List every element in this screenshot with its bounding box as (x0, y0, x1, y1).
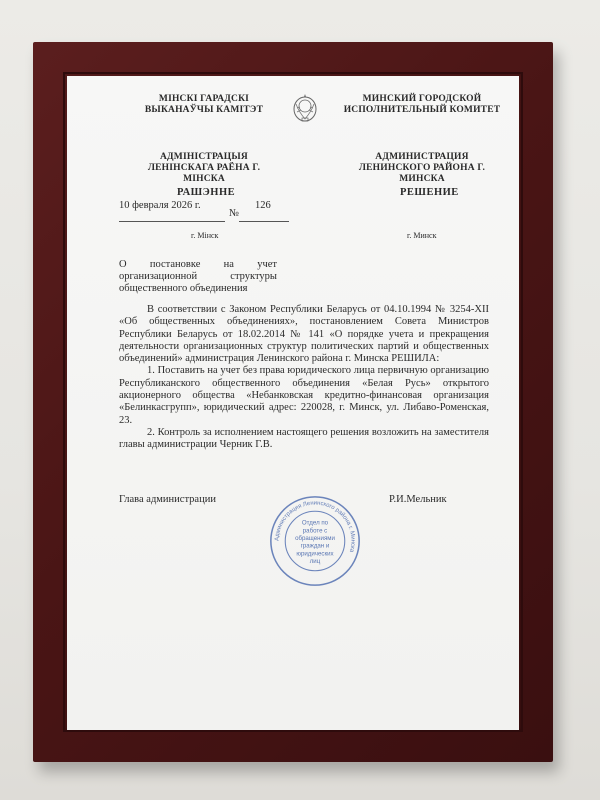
title-belarusian: РАШЭННЕ (177, 187, 236, 198)
paragraph-item-2: 2. Контроль за исполнением настоящего решения возложить на заместителя главы администрации Черник Г.В. (119, 426, 489, 451)
header-left-line4: ЛЕНІНСКАГА РАЁНА Г. МІНСКА (147, 163, 261, 184)
signature-name: Р.И.Мельник (389, 494, 447, 505)
header-right-line3: АДМИНИСТРАЦИЯ (375, 152, 469, 162)
header-right-executive (342, 94, 502, 116)
stamp-inner-line: граждан и (300, 542, 330, 550)
stamp-inner-line: юридических (296, 550, 334, 558)
paragraph-preamble: В соответствии с Законом Республики Беларусь от 04.10.1994 № 3254-XII «Об общественных объединениях», постановлением Совета Министров Республики Беларусь от 18.02.2014 № 141 «О порядке учета и прекращения деятельности организационных структур политических партий и общественных объединений» администрация Ленинского района г. Минска РЕШИЛА: (119, 304, 489, 365)
header-right-line1: МИНСКИЙ ГОРОДСКОЙ (362, 94, 482, 104)
signature-title: Глава администрации (119, 494, 216, 505)
document-body (119, 304, 489, 452)
city-russian: г. Минск (407, 231, 437, 240)
round-stamp (267, 493, 363, 589)
number-sign: № (229, 208, 240, 219)
date-underline (119, 221, 225, 222)
header-right-line4: ЛЕНИНСКОГО РАЙОНА Г. МИНСКА (358, 163, 486, 184)
document-number: 126 (255, 200, 271, 211)
stamp-outer-text: Администрация Ленинского района г. Минска (274, 500, 356, 553)
header-left-executive (129, 94, 279, 116)
header-right-line2: ИСПОЛНИТЕЛЬНЫЙ КОМИТЕТ (343, 105, 501, 115)
header-left-line2: ВЫКАНАЎЧЫ КАМІТЭТ (144, 105, 264, 115)
header-left-line1: МІНСКІ ГАРАДСКІ (158, 94, 250, 104)
stamp-inner-line: лиц (309, 558, 321, 566)
stamp-inner-line: Отдел по (301, 519, 329, 527)
city-belarusian: г. Мінск (191, 231, 219, 240)
state-emblem-icon (291, 92, 319, 124)
document-subject: О постановке на учет организационной структуры общественного объединения (119, 259, 277, 294)
document-sheet (67, 76, 519, 730)
stamp-inner-line: обращениями (295, 535, 335, 543)
title-russian: РЕШЕНИЕ (400, 187, 459, 198)
number-underline (239, 221, 289, 222)
header-right-administration (342, 152, 502, 185)
paragraph-item-1: 1. Поставить на учет без права юридического лица первичную организацию Республиканского общественного объединения «Белая Русь» открытого акционерного общества «Небанковская кредитно-финансовая организация «Белинкасгрупп», юридический адрес: 220028, г. Минск, ул. Либаво-Роменская, 23. (119, 365, 489, 426)
stamp-inner-line: работе с (302, 527, 328, 535)
document-date: 10 февраля 2026 г. (119, 200, 201, 211)
header-left-administration (129, 152, 279, 185)
header-left-line3: АДМІНІСТРАЦЫЯ (160, 152, 248, 162)
